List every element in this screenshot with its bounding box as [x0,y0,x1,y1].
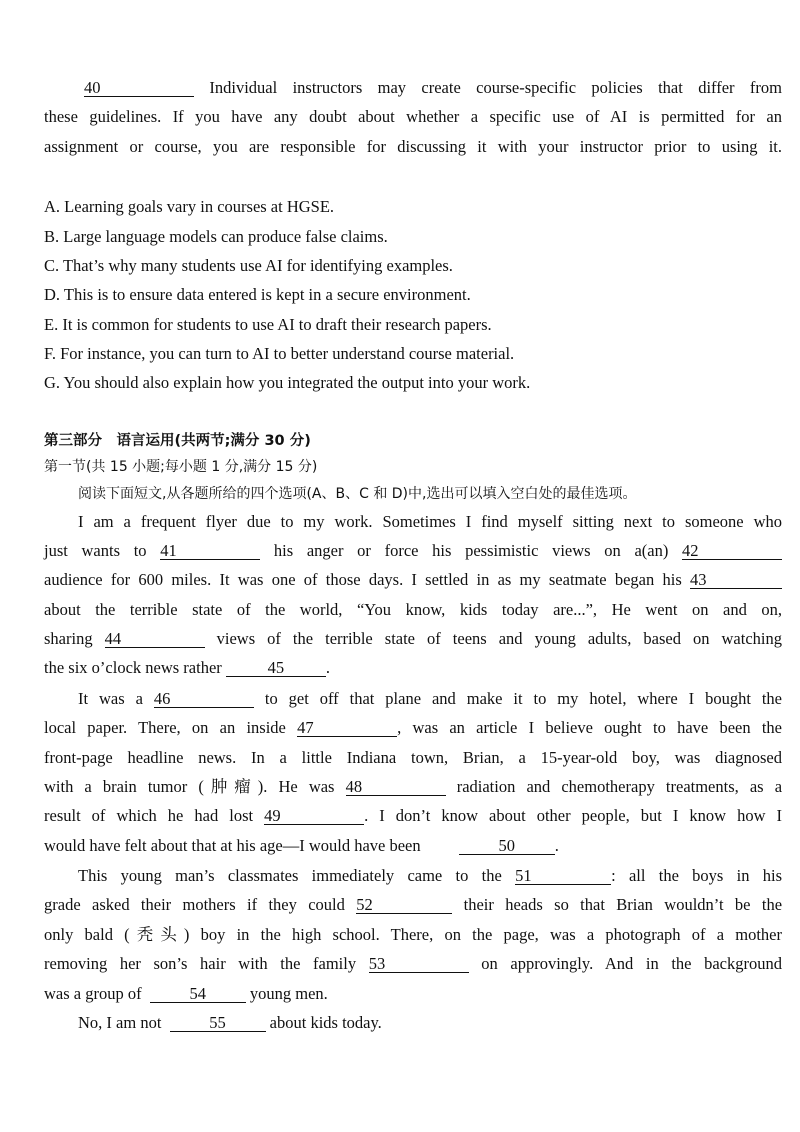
cloze-text: views of the terrible state of teens and young adults, based on watching [216,629,783,648]
option-f: F. For instance, you can turn to AI to better understand course material. [44,344,515,363]
option-b: B. Large language models can produce false claims. [44,227,388,246]
cloze-text: just wants to [44,541,147,560]
cloze-text: radiation and chemotherapy treatments, as a [456,777,783,796]
cloze-text: the six o’clock news rather [44,658,222,677]
answer-blank: 46 [154,690,254,708]
cloze-text: audience for 600 miles. It was one of those days. I settled in as my seatmate began his [44,570,682,589]
cloze-text: their heads so that Brian wouldn’t be the [463,895,783,914]
answer-blank: 54 [150,985,246,1003]
section-title: 第三部分 语言运用(共两节;满分 30 分) [44,433,311,449]
cloze-line: I am a frequent flyer due to my work. Sometimes I find myself sitting next to someone who [78,512,782,531]
cloze-text: removing her son’s hair with the family [44,954,357,973]
passage-line: assignment or course, you are responsible for discussing it with your instructor prior to using it. [44,137,782,156]
cloze-line: about the terrible state of the world, “You know, kids today are...”, He went on and on, [44,600,782,619]
answer-blank: 44 [105,630,205,648]
cloze-text: result of which he had lost [44,806,254,825]
cloze-line [44,629,782,649]
cloze-line: front-page headline news. In a little Indiana town, Brian, a 15-year-old boy, was diagnosed [44,748,782,767]
cloze-text: . [554,836,559,855]
cloze-line [44,777,782,797]
answer-blank: 41 [160,542,260,560]
cloze-text: . I don’t know about other people, but I know how I [364,806,782,825]
option-a: A. Learning goals vary in courses at HGSE. [44,197,335,216]
cloze-line: only bald (秃头) boy in the high school. There, on the page, was a photograph of a mother [44,925,782,944]
cloze-text: . [325,658,331,677]
cloze-line [44,806,782,826]
option-e: E. It is common for students to use AI to draft their research papers. [44,315,492,334]
cloze-text: young men. [249,984,328,1003]
answer-blank: 52 [356,896,452,914]
cloze-line [44,570,782,590]
cloze-text: No, I am not [78,1013,162,1032]
section-subtitle: 第一节(共 15 小题;每小题 1 分,满分 15 分) [44,459,318,475]
passage-text: Individual instructors may create course-specific policies that differ from [209,78,783,97]
section-instruction: 阅读下面短文,从各题所给的四个选项(A、B、C 和 D)中,选出可以填入空白处的最佳选项。 [78,486,637,502]
cloze-text: about kids today. [269,1013,382,1032]
cloze-line [44,984,782,1004]
cloze-text: with a brain tumor (肿瘤). He was [44,777,335,796]
cloze-line [44,658,782,678]
cloze-text: local paper. There, on an inside [44,718,286,737]
answer-blank: 45 [226,659,326,677]
cloze-line [44,541,782,561]
answer-blank: 43 [690,571,782,589]
cloze-line [78,1013,782,1033]
cloze-line [44,954,782,974]
answer-blank: 50 [459,837,555,855]
cloze-text: would have felt about that at his age—I would have been [44,836,421,855]
option-c: C. That’s why many students use AI for identifying examples. [44,256,453,275]
cloze-line [44,718,782,738]
answer-blank: 48 [346,778,446,796]
answer-blank: 40 [84,79,194,97]
cloze-text: on approvingly. And in the background [481,954,782,973]
answer-blank: 49 [264,807,364,825]
cloze-text: It was a [78,689,143,708]
cloze-text: sharing [44,629,93,648]
cloze-text: grade asked their mothers if they could [44,895,345,914]
cloze-text: his anger or force his pessimistic views on a(an) [273,541,669,560]
option-d: D. This is to ensure data entered is kept in a secure environment. [44,285,471,304]
passage-line [44,78,782,98]
cloze-text: was a group of [44,984,142,1003]
answer-blank: 42 [682,542,782,560]
cloze-text: to get off that plane and make it to my hotel, where I bought the [264,689,783,708]
answer-blank: 53 [369,955,469,973]
option-g: G. You should also explain how you integrated the output into your work. [44,373,531,392]
passage-line: these guidelines. If you have any doubt about whether a specific use of AI is permitted for an [44,107,782,126]
cloze-text: : all the boys in his [611,866,782,885]
cloze-line [44,895,782,915]
cloze-text: , was an article I believe ought to have been the [397,718,782,737]
cloze-line [44,836,782,856]
cloze-line [78,689,782,709]
cloze-text: This young man’s classmates immediately came to the [78,866,502,885]
answer-blank: 55 [170,1014,266,1032]
answer-blank: 51 [515,867,611,885]
cloze-line [78,866,782,886]
answer-blank: 47 [297,719,397,737]
